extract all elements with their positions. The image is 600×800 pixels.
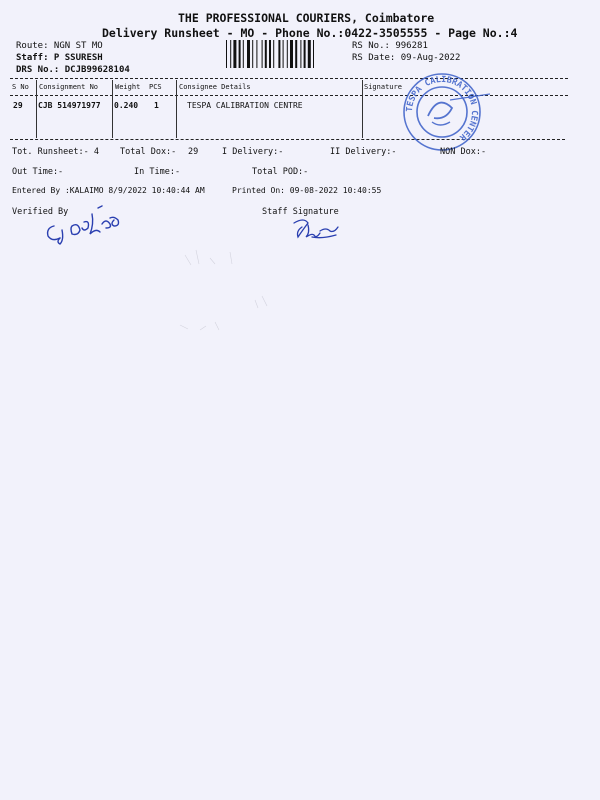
row-pcs: 1: [154, 101, 159, 110]
barcode-bar: [278, 40, 280, 68]
barcode-bar: [233, 40, 236, 68]
total-pod: Total POD:-: [252, 167, 309, 177]
barcode-bar: [269, 40, 271, 68]
barcode-bar: [256, 40, 257, 68]
total-dox-value: 29: [188, 147, 199, 157]
staff-signature: [286, 213, 346, 243]
staff-label: Staff: P SSURESH: [16, 53, 103, 63]
barcode-bar: [226, 40, 227, 68]
header-consignee: Consignee Details: [179, 83, 251, 91]
header-consignment: Consignment No: [39, 83, 99, 91]
header-sno: S No: [12, 83, 29, 91]
printed-on: Printed On: 09-08-2022 10:40:55: [232, 186, 382, 195]
row-sno: 29: [13, 101, 23, 110]
ii-delivery: II Delivery:-: [330, 147, 397, 157]
barcode-bar: [308, 40, 311, 68]
col-divider: [176, 80, 177, 138]
company-stamp: [398, 72, 494, 158]
scan-noise: [0, 240, 600, 490]
barcode-bar: [265, 40, 267, 68]
total-runsheet: Tot. Runsheet:- 4: [12, 147, 99, 157]
non-dox: NON Dox:-: [440, 147, 487, 157]
staff-signature-label: Staff Signature: [262, 207, 339, 217]
total-dox-label: Total Dox:-: [120, 147, 177, 157]
barcode-bar: [304, 40, 306, 68]
rs-number: RS No.: 996281: [352, 41, 428, 51]
header-pcs: PCS: [149, 83, 162, 91]
company-title: THE PROFESSIONAL COURIERS, Coimbatore: [178, 11, 435, 25]
rs-date: RS Date: 09-Aug-2022: [352, 53, 461, 63]
row-weight: 0.240: [114, 101, 139, 110]
col-divider: [362, 80, 363, 138]
runsheet-title: Delivery Runsheet - MO - Phone No.:0422-3505555 - Page No.:4: [102, 26, 518, 40]
barcode-bar: [295, 40, 297, 68]
out-time: Out Time:-: [12, 167, 64, 177]
route-label: Route: NGN ST MO: [16, 41, 103, 51]
row-consignment: CJB 514971977: [38, 101, 101, 110]
drs-number: DRS No.: DCJB99628104: [16, 65, 130, 75]
barcode-icon: [226, 40, 336, 68]
barcode-bar: [262, 40, 263, 68]
barcode-bar: [239, 40, 241, 68]
barcode-bar: [283, 40, 284, 68]
barcode-bar: [247, 40, 250, 68]
barcode-bar: [290, 40, 293, 68]
header-weight: Weight: [115, 83, 141, 91]
col-divider: [112, 80, 113, 138]
stamp-text: TESPA CALIBRATION CENTER: [404, 74, 480, 143]
row-consignee: TESPA CALIBRATION CENTRE: [187, 101, 303, 110]
i-delivery: I Delivery:-: [222, 147, 284, 157]
barcode-bar: [243, 40, 244, 68]
col-divider: [36, 80, 37, 138]
barcode-bar: [287, 40, 288, 68]
barcode-bar: [252, 40, 253, 68]
barcode-bar: [230, 40, 231, 68]
barcode-bar: [273, 40, 274, 68]
entered-by: Entered By :KALAIMO 8/9/2022 10:40:44 AM: [12, 186, 205, 195]
header-signature: Signature: [364, 83, 402, 91]
in-time: In Time:-: [134, 167, 181, 177]
barcode-bar: [300, 40, 301, 68]
verified-by-label: Verified By: [12, 207, 69, 217]
barcode-bar: [313, 40, 314, 68]
